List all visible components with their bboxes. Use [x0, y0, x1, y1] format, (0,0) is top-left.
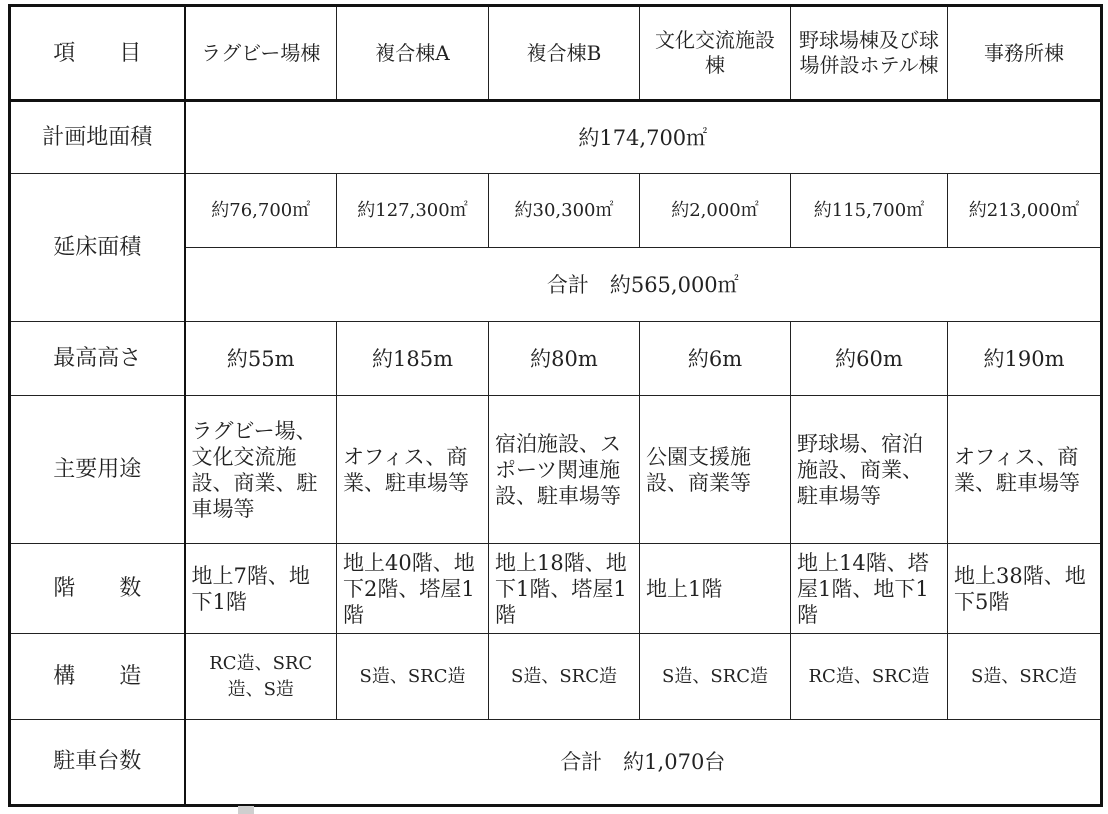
header-col-complex-a: 複合棟A [337, 6, 489, 101]
floor-area-value: 約127,300㎡ [337, 174, 489, 248]
parking-label: 駐車台数 [10, 720, 185, 806]
structure-label: 構 造 [10, 634, 185, 720]
main-use-value: ラグビー場、文化交流施設、商業、駐車場等 [185, 396, 337, 544]
floor-area-value: 約30,300㎡ [489, 174, 640, 248]
floors-value: 地上18階、地下1階、塔屋1階 [489, 544, 640, 634]
structure-value: S造、SRC造 [489, 634, 640, 720]
max-height-value: 約190m [948, 322, 1102, 396]
floors-value: 地上7階、地下1階 [185, 544, 337, 634]
structure-row [10, 634, 1102, 720]
header-col-baseball-hotel: 野球場棟及び球場併設ホテル棟 [791, 6, 948, 101]
floors-value: 地上38階、地下5階 [948, 544, 1102, 634]
structure-value: S造、SRC造 [640, 634, 791, 720]
floors-value: 地上14階、塔屋1階、地下1階 [791, 544, 948, 634]
main-use-value: オフィス、商業、駐車場等 [337, 396, 489, 544]
floor-area-value: 約2,000㎡ [640, 174, 791, 248]
site-area-row [10, 101, 1102, 174]
floors-value: 地上40階、地下2階、塔屋1階 [337, 544, 489, 634]
header-col-complex-b: 複合棟B [489, 6, 640, 101]
header-col-office: 事務所棟 [948, 6, 1102, 101]
max-height-value: 約6m [640, 322, 791, 396]
max-height-row [10, 322, 1102, 396]
structure-value: RC造、SRC造 [791, 634, 948, 720]
floor-area-total: 合計 約565,000㎡ [185, 248, 1102, 322]
structure-value: RC造、SRC造、S造 [185, 634, 337, 720]
main-use-value: 野球場、宿泊施設、商業、駐車場等 [791, 396, 948, 544]
max-height-value: 約60m [791, 322, 948, 396]
building-spec-table [8, 4, 1103, 807]
structure-value: S造、SRC造 [948, 634, 1102, 720]
max-height-value: 約185m [337, 322, 489, 396]
site-area-value: 約174,700㎡ [185, 101, 1102, 174]
page-footer-fragment [8, 804, 308, 814]
floor-area-value: 約213,000㎡ [948, 174, 1102, 248]
main-use-value: オフィス、商業、駐車場等 [948, 396, 1102, 544]
floor-area-label: 延床面積 [10, 174, 185, 322]
structure-value: S造、SRC造 [337, 634, 489, 720]
header-row [10, 6, 1102, 101]
site-area-label: 計画地面積 [10, 101, 185, 174]
floors-value: 地上1階 [640, 544, 791, 634]
floors-label: 階 数 [10, 544, 185, 634]
max-height-value: 約80m [489, 322, 640, 396]
floor-area-row [10, 174, 1102, 248]
main-use-row [10, 396, 1102, 544]
floor-area-value: 約76,700㎡ [185, 174, 337, 248]
parking-row [10, 720, 1102, 806]
header-col-culture: 文化交流施設棟 [640, 6, 791, 101]
max-height-value: 約55m [185, 322, 337, 396]
main-use-label: 主要用途 [10, 396, 185, 544]
header-col-rugby: ラグビー場棟 [185, 6, 337, 101]
main-use-value: 宿泊施設、スポーツ関連施設、駐車場等 [489, 396, 640, 544]
parking-value: 合計 約1,070台 [185, 720, 1102, 806]
floor-area-value: 約115,700㎡ [791, 174, 948, 248]
max-height-label: 最高高さ [10, 322, 185, 396]
floors-row [10, 544, 1102, 634]
scan-mark [238, 806, 254, 814]
header-item: 項 目 [10, 6, 185, 101]
main-use-value: 公園支援施設、商業等 [640, 396, 791, 544]
